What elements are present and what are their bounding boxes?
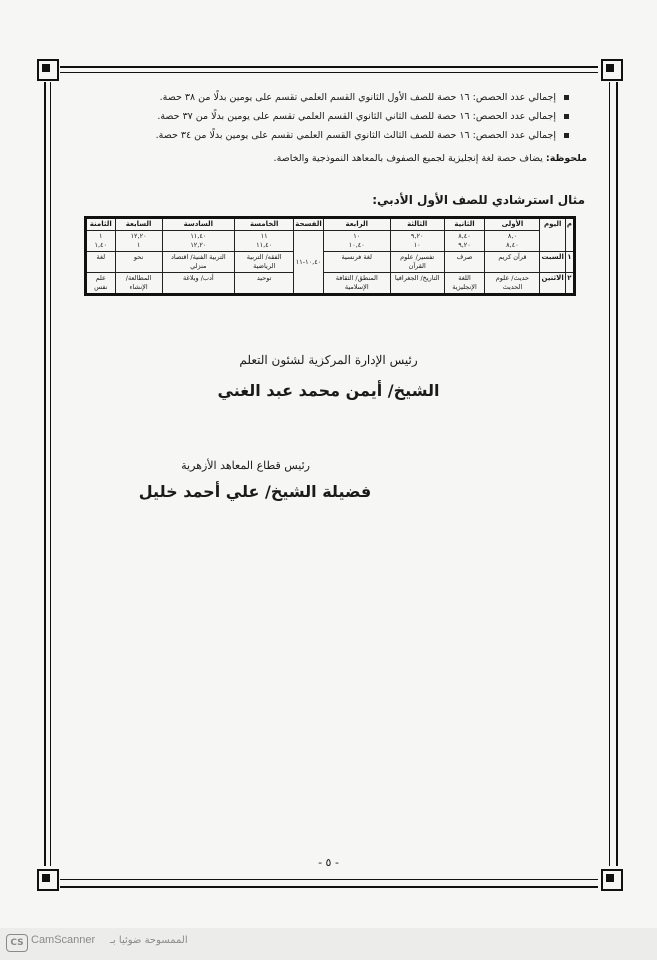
header-period: الثامنة bbox=[86, 218, 116, 231]
subject-cell: الفقه/ التربية الرياضية bbox=[235, 252, 294, 273]
header-period: السابعة bbox=[115, 218, 162, 231]
subject-cell: المطالعة/ الإنشاء bbox=[115, 273, 162, 295]
signature-title-2: رئيس قطاع المعاهد الأزهرية bbox=[181, 459, 310, 472]
time-row bbox=[86, 231, 575, 252]
header-period: الخامسة bbox=[235, 218, 294, 231]
time-cell bbox=[235, 231, 294, 252]
subject-cell: علم نفس bbox=[86, 273, 116, 295]
list-item bbox=[89, 126, 569, 145]
subject-cell: تفسير/ علوم القرآن bbox=[390, 252, 444, 273]
subject-cell: توحيد bbox=[235, 273, 294, 295]
bullet-text: إجمالي عدد الحصص: ١٦ حصة للصف الثالث الثانوي القسم العلمي تقسم على يومين بدلًا من ٣٤ حصة. bbox=[155, 130, 556, 141]
time-start: ١٠ bbox=[353, 232, 361, 240]
time-end: ١٠,٤٠ bbox=[348, 241, 365, 249]
corner-ornament-icon bbox=[598, 56, 624, 82]
scanner-footer bbox=[0, 928, 657, 960]
time-end: ١٢,٢٠ bbox=[190, 241, 207, 249]
schedule-table bbox=[84, 216, 576, 296]
scanned-with-label: الممسوحة ضوئيا بـ bbox=[110, 935, 188, 946]
corner-ornament-icon bbox=[34, 56, 60, 82]
time-start: ١٢,٢٠ bbox=[130, 232, 147, 240]
list-item bbox=[89, 88, 569, 107]
header-period: الثالثة bbox=[390, 218, 444, 231]
time-start: ٨,٠ bbox=[507, 232, 517, 240]
time-cell bbox=[390, 231, 444, 252]
time-cell bbox=[115, 231, 162, 252]
signature-name-2: فضيلة الشيخ/ علي أحمد خليل bbox=[138, 482, 372, 501]
time-cell bbox=[86, 231, 116, 252]
subject-cell: قرآن كريم bbox=[485, 252, 540, 273]
time-end: ١,٤٠ bbox=[94, 241, 108, 249]
bullet-text: إجمالي عدد الحصص: ١٦ حصة للصف الأول الثانوي القسم العلمي تقسم على يومين بدلًا من ٣٨ حصة. bbox=[159, 92, 556, 103]
time-end: ١ bbox=[136, 241, 141, 249]
row-day: السبت bbox=[540, 252, 565, 273]
time-cell bbox=[162, 231, 234, 252]
signature-title-1: رئيس الإدارة المركزية لشئون التعلم bbox=[239, 353, 418, 367]
time-end: ١٠ bbox=[413, 241, 421, 249]
bullet-text: إجمالي عدد الحصص: ١٦ حصة للصف الثاني الثانوي القسم العلمي تقسم على يومين بدلًا من ٣٧ حصة. bbox=[157, 111, 556, 122]
subject-cell: صرف bbox=[444, 252, 485, 273]
header-break: الفسحة bbox=[294, 218, 323, 231]
subject-cell: لغة فرنسية bbox=[323, 252, 390, 273]
camscanner-label: CamScanner bbox=[31, 934, 96, 946]
header-period: الثانية bbox=[444, 218, 485, 231]
subject-cell: اللغة الإنجليزية bbox=[444, 273, 485, 295]
time-start: ٩,٢٠ bbox=[410, 232, 424, 240]
row-num: ٢ bbox=[565, 273, 574, 295]
subject-cell: المنطق/ الثقافة الإسلامية bbox=[323, 273, 390, 295]
subject-cell: التربية الفنية/ اقتصاد منزلي bbox=[162, 252, 234, 273]
time-end: ١١,٤٠ bbox=[256, 241, 273, 249]
bullet-square-icon bbox=[564, 133, 569, 138]
bullet-square-icon bbox=[564, 114, 569, 119]
subject-cell: التاريخ/ الجغرافيا bbox=[390, 273, 444, 295]
time-start: ١١ bbox=[260, 232, 268, 240]
time-start: ١ bbox=[99, 232, 103, 240]
time-start: ٨,٤٠ bbox=[458, 232, 471, 240]
header-period: الرابعة bbox=[323, 218, 390, 231]
time-cell bbox=[485, 231, 540, 252]
time-end: ٩,٢٠ bbox=[458, 241, 471, 249]
row-day: الاثنين bbox=[540, 273, 565, 295]
row-num: ١ bbox=[565, 252, 574, 273]
signature-name-1: الشيخ/ أيمن محمد عبد الغني bbox=[217, 381, 440, 400]
table-row bbox=[86, 273, 575, 295]
header-period: السادسة bbox=[162, 218, 234, 231]
header-num: م bbox=[565, 218, 574, 252]
example-title: مثال استرشادي للصف الأول الأدبي: bbox=[372, 193, 585, 207]
camscanner-logo-icon: CS bbox=[6, 934, 28, 952]
note-text: يضاف حصة لغة إنجليزية لجميع الصفوف بالمعاهد النموذجية والخاصة. bbox=[273, 153, 543, 164]
note-label: ملحوظة: bbox=[545, 153, 587, 164]
subject-cell: أدب/ وبلاغة bbox=[162, 273, 234, 295]
time-cell bbox=[323, 231, 390, 252]
list-item bbox=[89, 107, 569, 126]
corner-ornament-icon bbox=[34, 866, 60, 892]
note bbox=[87, 153, 587, 164]
subject-cell: نحو bbox=[115, 252, 162, 273]
bullet-square-icon bbox=[564, 95, 569, 100]
subject-cell: لغة bbox=[86, 252, 116, 273]
table-header-row bbox=[86, 218, 575, 231]
page-number: - ٥ - bbox=[318, 856, 339, 869]
corner-ornament-icon bbox=[598, 866, 624, 892]
header-day: اليوم bbox=[540, 218, 565, 252]
subject-cell: حديث/ علوم الحديث bbox=[485, 273, 540, 295]
bullet-list bbox=[89, 88, 569, 145]
time-cell bbox=[444, 231, 485, 252]
time-start: ١١,٤٠ bbox=[190, 232, 207, 240]
time-end: ٨,٤٠ bbox=[506, 241, 519, 249]
table-row bbox=[86, 252, 575, 273]
break-cell: ١٠,٤٠-١١ bbox=[294, 231, 323, 295]
header-period: الأولى bbox=[485, 218, 540, 231]
